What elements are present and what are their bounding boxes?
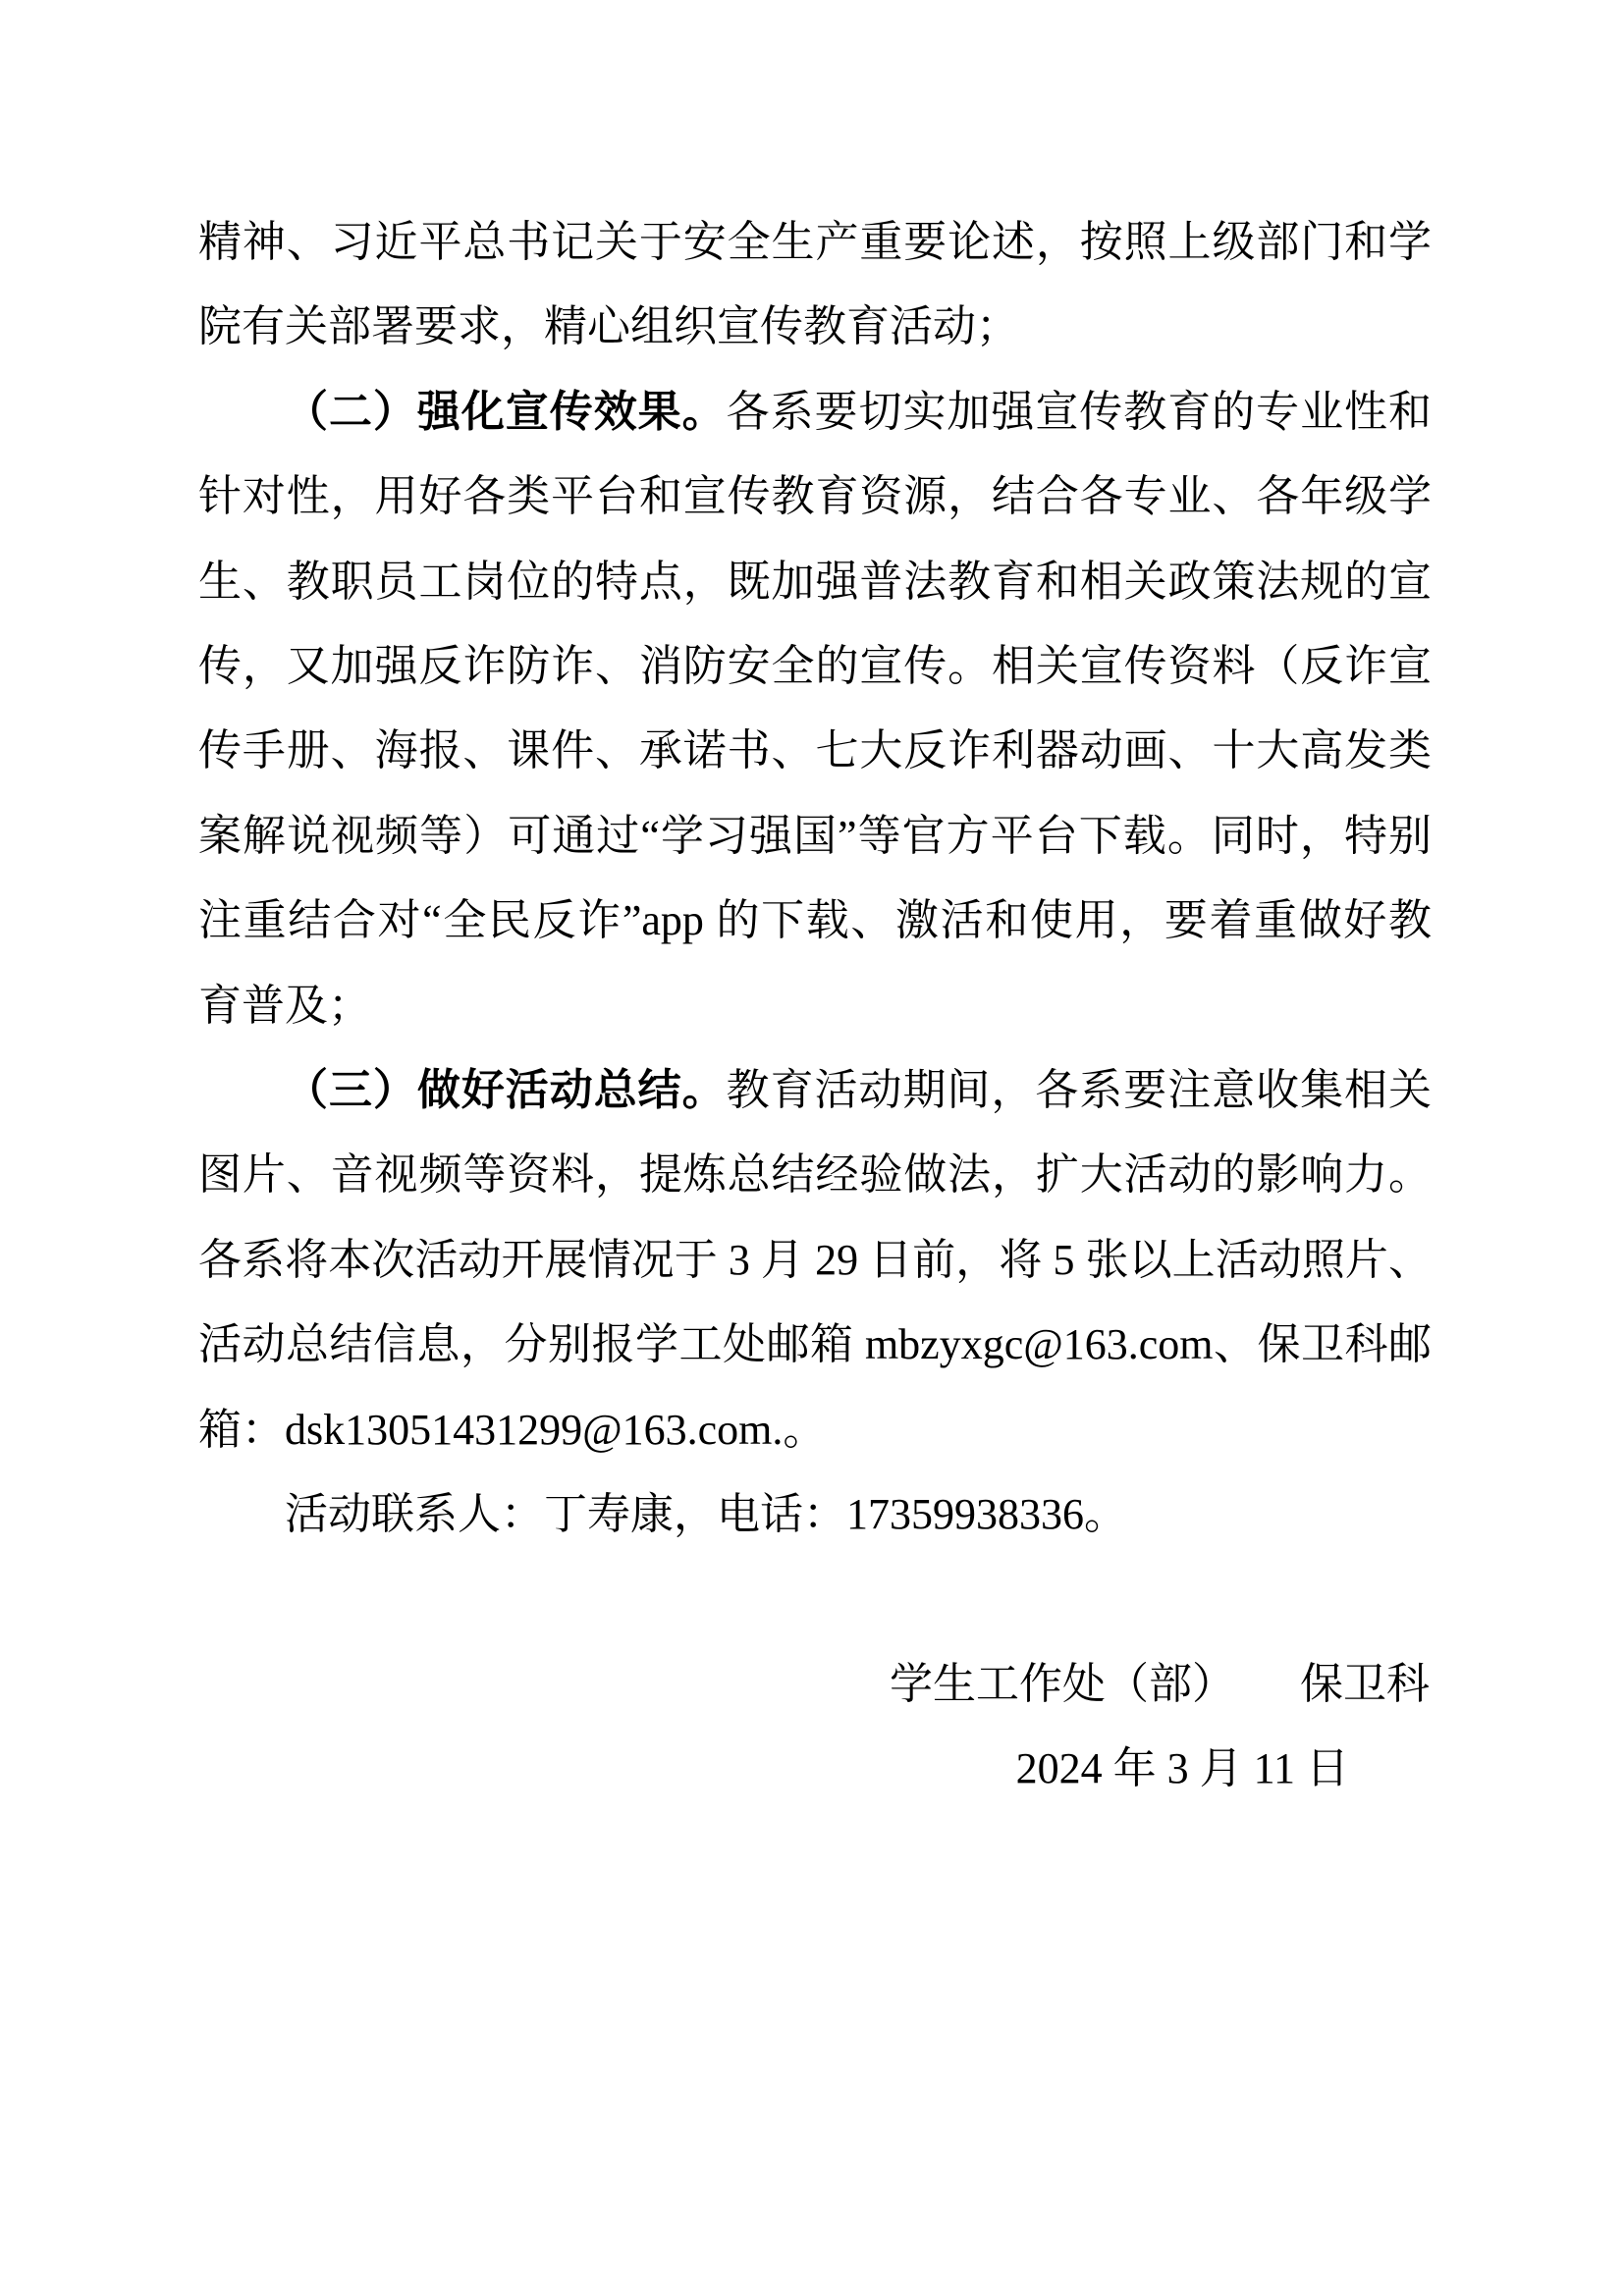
paragraph-section-3-activity-summary bbox=[198, 1048, 1432, 1472]
paragraph-bold-lead: （二）强化宣传效果。 bbox=[285, 387, 727, 436]
signature-date: 2024 年 3 月 11 日 bbox=[1015, 1744, 1349, 1793]
paragraph-text: 各系要切实加强宣传教育的专业性和针对性，用好各类平台和宣传教育资源，结合各专业、各年级学生、教职员工岗位的特点，既加强普法教育和相关政策法规的宣传，又加强反诈防诈、消防安全的宣传。相关宣传资料（反诈宣传手册、海报、课件、承诺书、七大反诈利器动画、十大高发类案解说视频等）可通过“学习强国”等官方平台下载。同时，特别注重结合对“全民反诈”app 的下载、激活和使用，要着重做好教育普及； bbox=[198, 387, 1433, 1030]
paragraph-continuation bbox=[198, 200, 1432, 370]
document-body bbox=[198, 200, 1432, 1812]
signature-organization: 学生工作处（部） 保卫科 bbox=[890, 1659, 1430, 1708]
paragraph-section-2-publicity-effect bbox=[198, 370, 1432, 1048]
paragraph-text: 教育活动期间，各系要注意收集相关图片、音视频等资料，提炼总结经验做法，扩大活动的影响力。各系将本次活动开展情况于 3 月 29 日前，将 5 张以上活动照片、活动总结信息，分别报学工处邮箱 mbzyxgc@163.com、保卫科邮箱：dsk13051431299@163.com.。 bbox=[198, 1066, 1433, 1454]
paragraph-bold-lead: （三）做好活动总结。 bbox=[285, 1066, 727, 1115]
blank-line-spacer bbox=[198, 1558, 1432, 1642]
paragraph-contact-person bbox=[198, 1472, 1432, 1557]
paragraph-text: 活动联系人：丁寿康，电话：17359938336。 bbox=[285, 1490, 1127, 1539]
paragraph-text: 精神、习近平总书记关于安全生产重要论述，按照上级部门和学院有关部署要求，精心组织宣传教育活动； bbox=[198, 218, 1432, 351]
